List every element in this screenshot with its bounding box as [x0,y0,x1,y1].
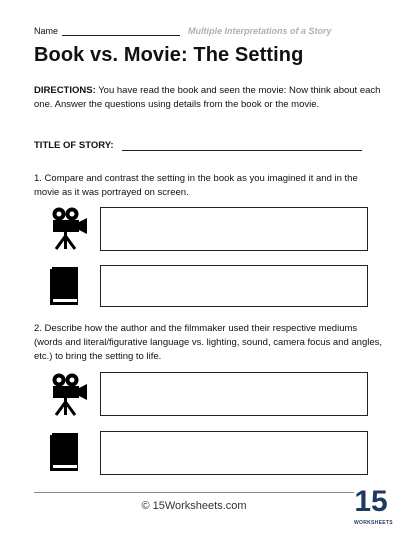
footer-divider [34,492,354,493]
worksheet-subtitle: Multiple Interpretations of a Story [188,26,332,36]
question-2-text: 2. Describe how the author and the filmmaker used their respective mediums (words and literal/figurative language vs. lighting, sound, camera focus and angles, etc.) to bring the setting to life. [34,323,383,362]
logo-number: 15 [354,485,388,518]
answer-box-2-book[interactable] [100,431,368,475]
name-field-line[interactable] [62,35,180,36]
directions [34,84,384,112]
answer-box-2-movie[interactable] [100,372,368,416]
book-icon [48,432,80,472]
question-1-text: 1. Compare and contrast the setting in the book as you imagined it and in the movie as it was portrayed on screen. [34,173,358,198]
book-icon [48,266,80,306]
answer-box-1-movie[interactable] [100,207,368,251]
logo-text: WORKSHEETS [354,520,393,526]
name-label: Name [34,26,59,36]
movie-camera-icon [48,206,88,250]
page-title: Book vs. Movie: The Setting [34,44,304,66]
story-title-line[interactable] [122,150,362,151]
site-logo [354,484,393,530]
directions-text: You have read the book and seen the movie: Now think about each one. Answer the questions using details from the book or the movie. [34,85,381,110]
movie-camera-icon [48,372,88,416]
footer-copyright: © 15Worksheets.com [141,500,247,512]
story-title-label: TITLE OF STORY: [34,140,114,151]
answer-box-1-book[interactable] [100,265,368,307]
directions-label: DIRECTIONS: [34,85,96,96]
